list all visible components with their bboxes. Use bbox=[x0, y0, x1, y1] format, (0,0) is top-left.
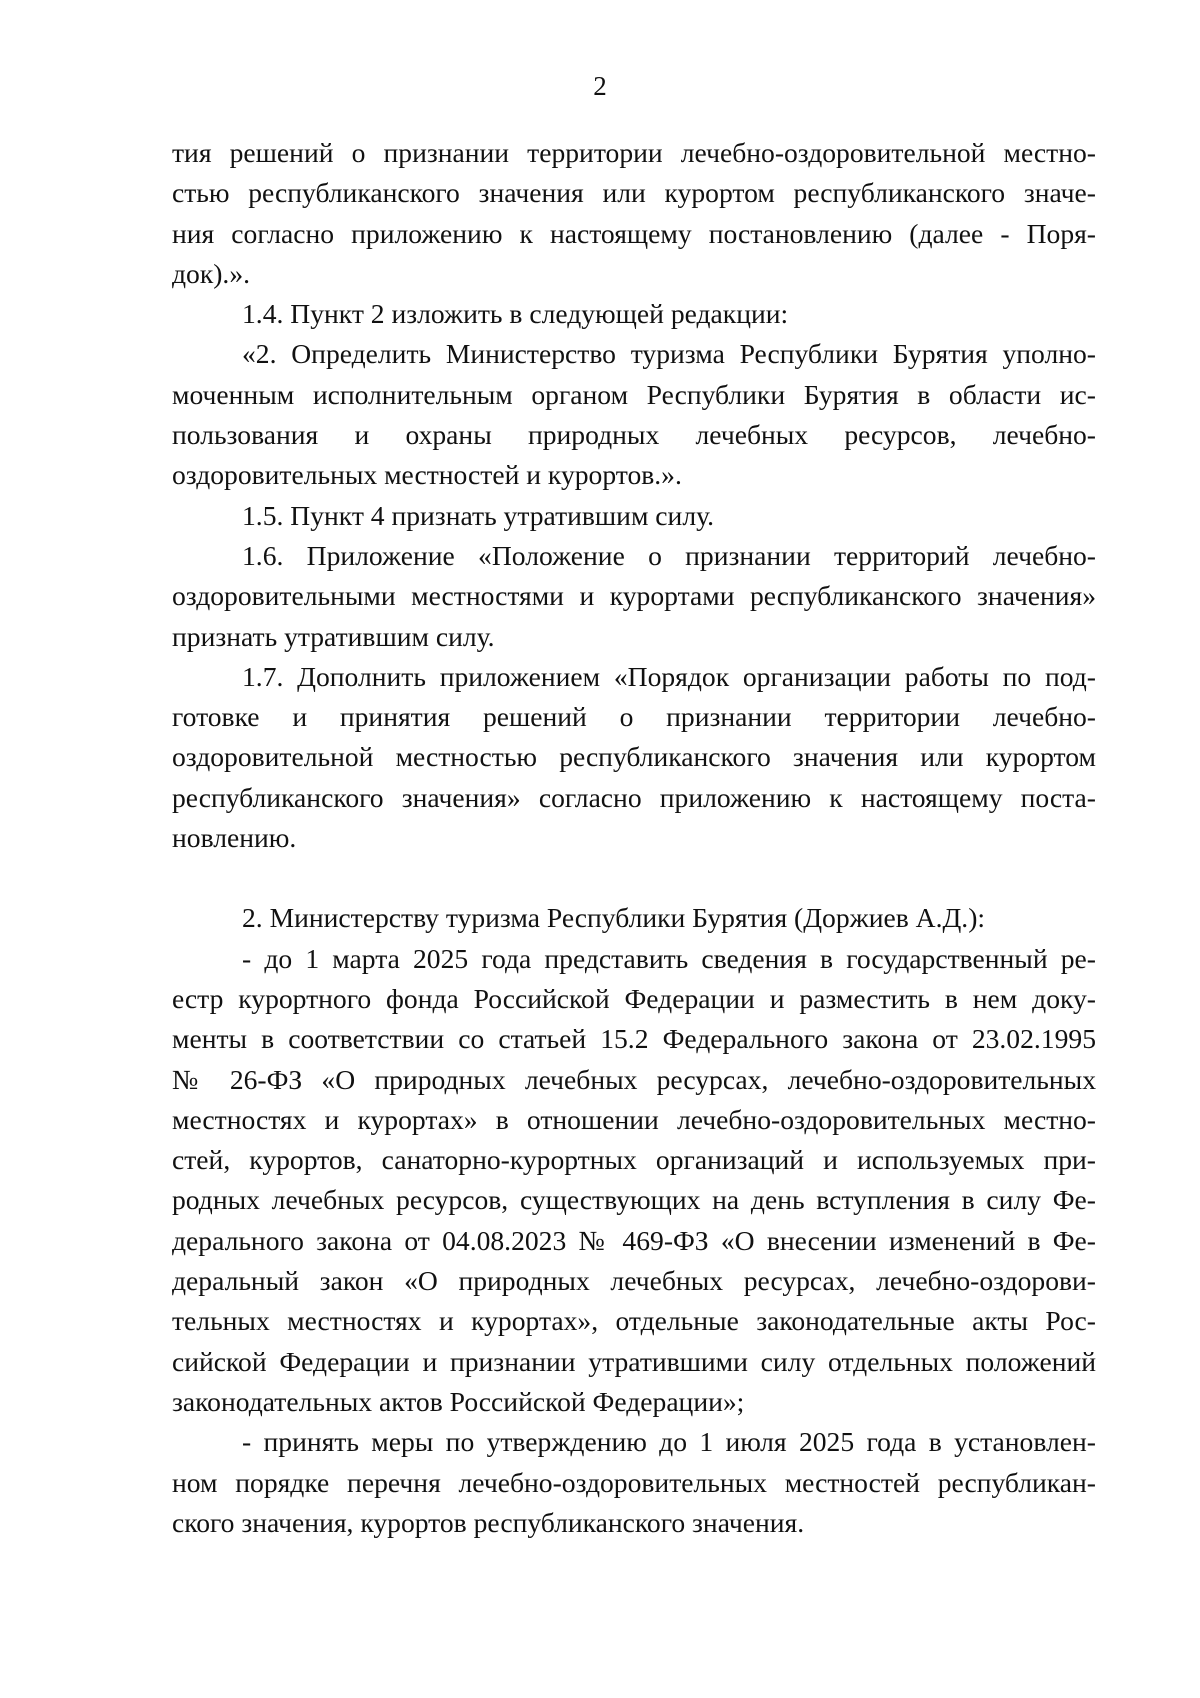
text-line: готовке и принятия решений о признании территории лечебно- bbox=[172, 701, 1096, 733]
text-line: № 26-ФЗ «О природных лечебных ресурсах, лечебно-оздоровительных bbox=[172, 1063, 1096, 1095]
text-line: законодательных актов Российской Федерации»; bbox=[172, 1385, 745, 1417]
text-line: 1.6. Приложение «Положение о признании территорий лечебно- bbox=[242, 539, 1096, 571]
text-line: ном порядке перечня лечебно-оздоровительных местностей республикан- bbox=[172, 1466, 1096, 1498]
paragraph-item-1-7 bbox=[172, 657, 1096, 858]
text-line: естр курортного фонда Российской Федерации и разместить в нем доку- bbox=[172, 982, 1096, 1014]
text-line: 2. Министерству туризма Республики Бурятия (Доржиев А.Д.): bbox=[242, 902, 986, 934]
text-line: дерального закона от 04.08.2023 № 469-ФЗ «О внесении изменений в Фе- bbox=[172, 1224, 1096, 1256]
text-line: оздоровительными местностями и курортами республиканского значения» bbox=[172, 580, 1096, 612]
text-line: сийской Федерации и признании утратившими силу отдельных положений bbox=[172, 1345, 1096, 1377]
text-line: 1.5. Пункт 4 признать утратившим силу. bbox=[242, 499, 715, 531]
text-line: моченным исполнительным органом Республики Бурятия в области ис- bbox=[172, 378, 1096, 410]
text-line: пользования и охраны природных лечебных ресурсов, лечебно- bbox=[172, 419, 1096, 451]
text-line: новлению. bbox=[172, 822, 297, 854]
text-line: родных лечебных ресурсов, существующих на день вступления в силу Фе- bbox=[172, 1184, 1096, 1216]
text-line: оздоровительных местностей и курортов.». bbox=[172, 459, 682, 491]
text-line: стей, курортов, санаторно-курортных организаций и используемых при- bbox=[172, 1144, 1096, 1176]
text-line: местностях и курортах» в отношении лечебно-оздоровительных местно- bbox=[172, 1103, 1096, 1135]
paragraph-quote-point-2 bbox=[172, 334, 1096, 495]
text-line: док).». bbox=[172, 257, 251, 289]
text-line: тия решений о признании территории лечебно-оздоровительной местно- bbox=[172, 137, 1096, 168]
paragraph-item-1-5 bbox=[172, 496, 1096, 536]
paragraph-item-2 bbox=[172, 898, 1096, 938]
section-gap bbox=[172, 858, 1096, 898]
text-line: оздоровительной местностью республиканского значения или курортом bbox=[172, 741, 1096, 773]
paragraph-continuation bbox=[172, 133, 1096, 294]
page-number: 2 bbox=[593, 71, 607, 101]
paragraph-item-2-dash-1 bbox=[172, 939, 1096, 1423]
text-line: тельных местностях и курортах», отдельные законодательные акты Рос- bbox=[172, 1305, 1096, 1337]
paragraph-item-2-dash-2 bbox=[172, 1422, 1096, 1543]
text-line: республиканского значения» согласно приложению к настоящему поста- bbox=[172, 781, 1096, 813]
text-line: стью республиканского значения или курортом республиканского значе- bbox=[172, 177, 1096, 209]
text-line: «2. Определить Министерство туризма Республики Бурятия уполно- bbox=[242, 338, 1096, 370]
document-body bbox=[172, 133, 1096, 1543]
text-line: менты в соответствии со статьей 15.2 Федерального закона от 23.02.1995 bbox=[172, 1023, 1096, 1055]
text-line: 1.4. Пункт 2 изложить в следующей редакции: bbox=[242, 298, 789, 330]
text-line: деральный закон «О природных лечебных ресурсах, лечебно-оздорови- bbox=[172, 1265, 1096, 1297]
text-line: признать утратившим силу. bbox=[172, 620, 495, 652]
paragraph-item-1-4 bbox=[172, 294, 1096, 334]
text-line: - принять меры по утверждению до 1 июля 2025 года в установлен- bbox=[242, 1426, 1096, 1458]
text-line: ского значения, курортов республиканского значения. bbox=[172, 1506, 805, 1538]
text-line: 1.7. Дополнить приложением «Порядок организации работы по под- bbox=[242, 660, 1096, 692]
text-line: ния согласно приложению к настоящему постановлению (далее - Поря- bbox=[172, 217, 1096, 249]
paragraph-item-1-6 bbox=[172, 536, 1096, 657]
text-line: - до 1 марта 2025 года представить сведения в государственный ре- bbox=[242, 942, 1096, 974]
